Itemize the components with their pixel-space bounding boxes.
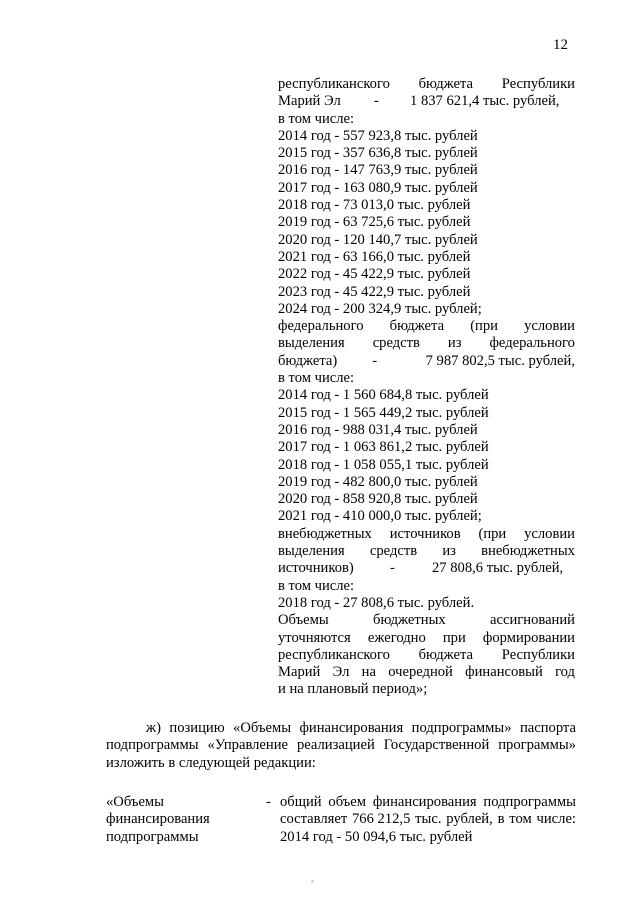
republican-budget-line — [278, 76, 575, 93]
word: бюджетных — [373, 612, 446, 629]
word: финансирования — [372, 794, 477, 810]
word: рублей, — [446, 811, 493, 828]
year-item: 2017 год - 1 063 861,2 тыс. рублей — [278, 439, 489, 456]
budget-amount: 7 987 802,5 тыс. рублей, — [425, 352, 575, 369]
passport-value — [280, 794, 576, 846]
word: ежегодно — [367, 629, 426, 646]
year-item: 2015 год - 1 565 449,2 тыс. рублей — [278, 404, 489, 421]
word: средств — [369, 543, 418, 560]
word: ассигнований — [490, 612, 575, 629]
passport-value-line: 2014 год - 50 094,6 тыс. рублей — [280, 828, 473, 845]
year-item: 2018 год - 73 013,0 тыс. рублей — [278, 197, 471, 214]
word: федерального — [278, 318, 364, 335]
note-line — [278, 630, 575, 647]
word: из — [442, 543, 456, 560]
word: позицию — [169, 720, 225, 736]
word: паспорта — [519, 720, 576, 736]
word: общий — [280, 794, 322, 810]
word: числе: — [536, 811, 576, 828]
word: (при — [470, 318, 498, 335]
federal-budget-line — [278, 318, 575, 335]
word: 766 212,5 — [352, 811, 411, 828]
year-item: 2022 год - 45 422,9 тыс. рублей — [278, 266, 471, 283]
passport-label-line: подпрограммы — [106, 828, 199, 845]
word: условии — [524, 525, 575, 542]
year-item: 2018 год - 1 058 055,1 тыс. рублей — [278, 456, 489, 473]
word: бюджета — [389, 318, 445, 335]
word: подпрограммы — [106, 737, 199, 754]
word: «Управление — [207, 737, 289, 754]
passport-label-line: финансирования — [106, 811, 210, 828]
word: выделения — [278, 543, 345, 560]
word: условии — [524, 318, 575, 335]
paragraph-line — [106, 720, 576, 737]
word: «Объемы — [233, 720, 292, 736]
word: финансирования — [299, 720, 404, 736]
word: внебюджетных — [481, 543, 575, 560]
word: в — [497, 811, 505, 828]
word: источников — [389, 525, 461, 542]
word: бюджета — [418, 76, 474, 92]
amendment-paragraph — [106, 720, 576, 772]
dash: - — [390, 560, 395, 577]
dash: - — [372, 352, 378, 369]
passport-dash: - — [266, 794, 271, 810]
passport-label — [106, 794, 256, 846]
note-line — [278, 612, 575, 629]
note-line: и на плановый период»; — [278, 681, 428, 698]
year-item: 2023 год - 45 422,9 тыс. рублей — [278, 283, 471, 300]
word: подпрограммы» — [411, 720, 512, 736]
word: уточняются — [278, 629, 351, 646]
word: том — [509, 811, 532, 828]
year-item: 2020 год - 120 140,7 тыс. рублей — [278, 231, 478, 248]
note-line — [278, 664, 575, 681]
republican-years-list — [278, 128, 575, 318]
financing-block — [278, 76, 575, 699]
word: (при — [478, 525, 507, 542]
word: финансовый — [465, 664, 543, 681]
paragraph-line — [106, 737, 576, 754]
word: объем — [328, 794, 367, 810]
budget-label: бюджета) — [278, 352, 338, 369]
federal-budget-total — [278, 353, 575, 370]
republican-budget-total — [278, 93, 575, 110]
word: подпрограммы — [483, 794, 576, 810]
year-item: 2019 год - 482 800,0 тыс. рублей — [278, 473, 478, 490]
year-item: 2015 год - 357 636,8 тыс. рублей — [278, 145, 478, 162]
including-label: в том числе: — [278, 577, 355, 594]
year-item: 2019 год - 63 725,6 тыс. рублей — [278, 214, 471, 231]
word: выделения — [278, 335, 345, 352]
budget-amount: 1 837 621,4 тыс. рублей, — [410, 93, 560, 110]
passport-label-line: «Объемы — [106, 794, 164, 810]
word: реализацией — [296, 737, 375, 754]
passport-value-line — [280, 811, 576, 828]
word: средств — [372, 335, 420, 352]
word: очередной — [388, 664, 453, 681]
year-item: 2014 год - 557 923,8 тыс. рублей — [278, 127, 478, 144]
year-item: 2017 год - 163 080,9 тыс. рублей — [278, 179, 478, 196]
word: республиканского — [278, 646, 390, 663]
extrabudgetary-line — [278, 526, 575, 543]
word: тыс. — [415, 811, 442, 828]
federal-years-list — [278, 387, 575, 525]
word: Эл — [332, 664, 350, 681]
year-item: 2014 год - 1 560 684,8 тыс. рублей — [278, 387, 489, 404]
word: внебюджетных — [278, 525, 372, 542]
word: Государственной — [383, 737, 490, 754]
word: бюджета — [418, 646, 474, 663]
word: Республики — [501, 76, 575, 92]
word: при — [442, 629, 466, 646]
word: Республики — [501, 646, 575, 663]
budget-label: Марий Эл — [278, 93, 341, 110]
including-label: в том числе: — [278, 110, 355, 127]
year-item: 2024 год - 200 324,9 тыс. рублей; — [278, 300, 482, 317]
year-item: 2021 год - 410 000,0 тыс. рублей; — [278, 508, 482, 525]
word: республиканского — [278, 76, 390, 92]
year-item: 2016 год - 147 763,9 тыс. рублей — [278, 162, 478, 179]
extrabudgetary-total — [278, 560, 575, 577]
word: федерального — [489, 335, 575, 352]
scan-speck — [311, 880, 314, 883]
word: формировании — [482, 629, 575, 646]
word: на — [361, 664, 376, 681]
year-item: 2021 год - 63 166,0 тыс. рублей — [278, 248, 471, 265]
word: Объемы — [278, 612, 329, 629]
dash: - — [374, 93, 379, 110]
word: составляет — [280, 811, 348, 828]
budget-amount: 27 808,6 тыс. рублей, — [432, 560, 564, 577]
year-item: 2016 год - 988 031,4 тыс. рублей — [278, 421, 478, 438]
page-number: 12 — [553, 37, 568, 53]
passport-value-line — [280, 794, 576, 811]
budget-label: источников) — [278, 560, 354, 577]
note-line — [278, 647, 575, 664]
word: год — [555, 664, 575, 681]
word: из — [447, 335, 462, 352]
word: программы» — [498, 737, 576, 754]
word: ж) — [146, 720, 161, 736]
word: Марий — [278, 664, 321, 681]
year-item: 2020 год - 858 920,8 тыс. рублей — [278, 491, 478, 508]
paragraph-line: изложить в следующей редакции: — [106, 754, 316, 771]
year-item: 2018 год - 27 808,6 тыс. рублей. — [278, 594, 475, 611]
federal-budget-line — [278, 335, 575, 352]
extrabudgetary-line — [278, 543, 575, 560]
including-label: в том числе: — [278, 370, 355, 387]
